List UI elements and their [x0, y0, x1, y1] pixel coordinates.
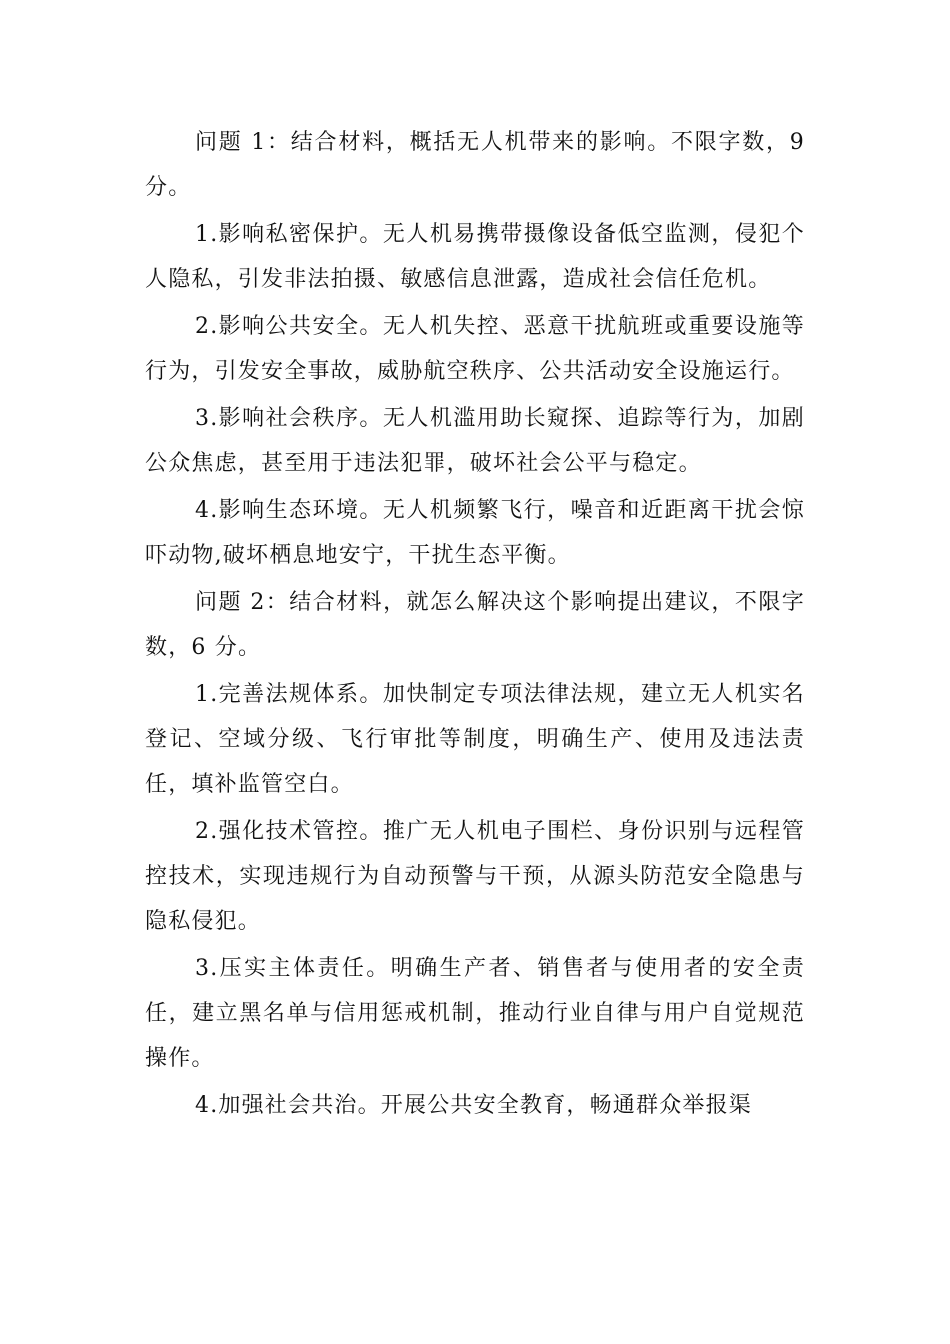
- answer-1-point-3: 3.影响社会秩序。无人机滥用助长窥探、追踪等行为，加剧公众焦虑，甚至用于违法犯罪，破坏社会公平与稳定。: [145, 406, 805, 476]
- answer-2-point-3: 3.压实主体责任。明确生产者、销售者与使用者的安全责任，建立黑名单与信用惩戒机制，推动行业自律与用户自觉规范操作。: [145, 956, 805, 1071]
- question-1-prompt: 问题 1：结合材料，概括无人机带来的影响。不限字数，9 分。: [145, 130, 805, 200]
- document-body: [145, 120, 805, 1128]
- answer-2-point-4: 4.加强社会共治。开展公共安全教育，畅通群众举报渠: [195, 1093, 752, 1118]
- question-2-prompt: 问题 2：结合材料，就怎么解决这个影响提出建议，不限字数，6 分。: [145, 590, 805, 660]
- answer-1-point-4: 4.影响生态环境。无人机频繁飞行，噪音和近距离干扰会惊吓动物,破坏栖息地安宁，干扰生态平衡。: [145, 498, 805, 568]
- answer-2-point-2: 2.强化技术管控。推广无人机电子围栏、身份识别与远程管控技术，实现违规行为自动预警与干预，从源头防范安全隐患与隐私侵犯。: [145, 819, 805, 934]
- answer-2-point-1: 1.完善法规体系。加快制定专项法律法规，建立无人机实名登记、空域分级、飞行审批等制度，明确生产、使用及违法责任，填补监管空白。: [145, 682, 805, 797]
- answer-1-point-2: 2.影响公共安全。无人机失控、恶意干扰航班或重要设施等行为，引发安全事故，威胁航空秩序、公共活动安全设施运行。: [145, 314, 805, 384]
- answer-1-point-1: 1.影响私密保护。无人机易携带摄像设备低空监测，侵犯个人隐私，引发非法拍摄、敏感信息泄露，造成社会信任危机。: [145, 222, 805, 292]
